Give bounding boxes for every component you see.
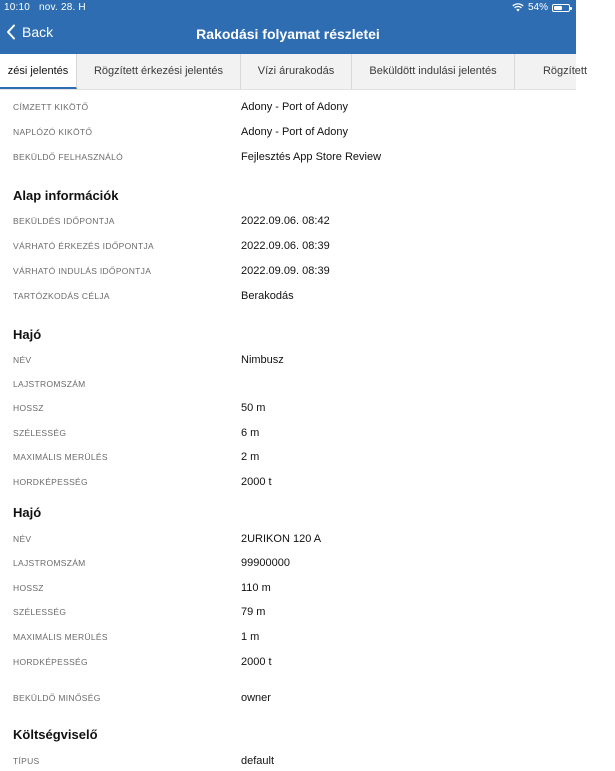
field-label: LAJSTROMSZÁM — [13, 558, 86, 568]
field-value: 2000 t — [241, 656, 272, 668]
back-button[interactable] — [6, 24, 53, 40]
field-value: 110 m — [241, 582, 271, 594]
field-label: SZÉLESSÉG — [13, 607, 67, 617]
detail-row-ship-name — [0, 350, 576, 370]
field-label: NAPLÓZÓ KIKÖTŐ — [13, 127, 93, 137]
detail-row-cost-type — [0, 751, 576, 771]
detail-row-expected-departure — [0, 261, 576, 281]
detail-row-ship-registry — [0, 553, 576, 573]
tab-recorded-arrival-report[interactable]: Rögzített érkezési jelentés — [77, 54, 241, 89]
detail-row-ship-capacity — [0, 472, 576, 492]
status-bar-left — [4, 2, 92, 13]
field-value: default — [241, 755, 275, 767]
detail-row-logging-port — [0, 122, 576, 142]
field-label: HOSSZ — [13, 583, 44, 593]
wifi-icon — [512, 3, 524, 12]
tab-bar — [0, 54, 588, 90]
field-label: HOSSZ — [13, 403, 44, 413]
field-label: TARTÓZKODÁS CÉLJA — [13, 291, 110, 301]
section-title-basic-info: Alap információk — [13, 188, 119, 203]
detail-row-sender-quality — [0, 688, 576, 708]
field-value: 2022.09.06. 08:39 — [241, 240, 330, 252]
field-value: 79 m — [241, 606, 266, 618]
field-label: HORDKÉPESSÉG — [13, 657, 88, 667]
field-value: 1 m — [241, 631, 260, 643]
detail-row-sender-user — [0, 147, 576, 167]
page-title: Rakodási folyamat részletei — [196, 26, 380, 42]
field-value: 99900000 — [241, 557, 290, 569]
field-value: 2022.09.09. 08:39 — [241, 265, 330, 277]
field-value: 50 m — [241, 402, 266, 414]
field-label: MAXIMÁLIS MERÜLÉS — [13, 632, 108, 642]
field-value: 2022.09.06. 08:42 — [241, 215, 330, 227]
field-label: BEKÜLDŐ MINŐSÉG — [13, 693, 101, 703]
field-label: NÉV — [13, 534, 32, 544]
detail-row-ship-length — [0, 578, 576, 598]
battery-fill — [554, 6, 562, 10]
detail-row-ship-width — [0, 602, 576, 622]
section-title-cost-bearer: Költségviselő — [13, 727, 98, 742]
navigation-bar — [0, 0, 576, 54]
field-value: Adony - Port of Adony — [241, 101, 349, 113]
tab-recorded-departure-report[interactable]: Rögzített — [542, 65, 588, 77]
field-value: 2 m — [241, 451, 260, 463]
field-value: Berakodás — [241, 290, 294, 302]
field-label: BEKÜLDŐ FELHASZNÁLÓ — [13, 152, 124, 162]
field-label: MAXIMÁLIS MERÜLÉS — [13, 452, 108, 462]
field-label: VÁRHATÓ ÉRKEZÉS IDŐPONTJA — [13, 241, 155, 251]
field-label: NÉV — [13, 355, 32, 365]
field-label: HORDKÉPESSÉG — [13, 477, 88, 487]
field-value: 2000 t — [241, 476, 272, 488]
field-value: 6 m — [241, 427, 260, 439]
back-button-label: Back — [22, 24, 54, 40]
detail-row-expected-arrival — [0, 236, 576, 256]
detail-row-ship-name — [0, 529, 576, 549]
field-label: VÁRHATÓ INDULÁS IDŐPONTJA — [13, 266, 152, 276]
detail-row-ship-capacity — [0, 652, 576, 672]
detail-row-ship-length — [0, 398, 576, 418]
detail-row-recipient-port — [0, 97, 576, 117]
field-label: LAJSTROMSZÁM — [13, 379, 86, 389]
detail-row-ship-registry — [0, 374, 576, 394]
field-label: SZÉLESSÉG — [13, 428, 67, 438]
detail-row-submission-time — [0, 211, 576, 231]
field-value: Nimbusz — [241, 354, 284, 366]
field-label: TÍPUS — [13, 756, 40, 766]
detail-row-ship-width — [0, 423, 576, 443]
section-title-ship-1: Hajó — [13, 327, 42, 342]
tab-water-cargo-handling[interactable]: Vízi árurakodás — [241, 54, 352, 89]
detail-row-ship-max-draught — [0, 627, 576, 647]
field-value: owner — [241, 692, 271, 704]
details-content — [0, 90, 576, 768]
battery-icon — [552, 4, 570, 12]
field-value: 2URIKON 120 A — [241, 533, 322, 545]
field-value: Adony - Port of Adony — [241, 126, 349, 138]
field-value: Fejlesztés App Store Review — [241, 151, 382, 163]
field-label: CÍMZETT KIKÖTŐ — [13, 102, 89, 112]
status-date: nov. 28. H — [39, 2, 86, 13]
tab-submitted-arrival-report[interactable]: zési jelentés — [0, 54, 77, 89]
detail-row-ship-max-draught — [0, 447, 576, 467]
field-label: BEKÜLDÉS IDŐPONTJA — [13, 216, 115, 226]
battery-percent: 54% — [527, 2, 548, 13]
tab-submitted-departure-report[interactable]: Beküldött indulási jelentés — [352, 54, 515, 89]
detail-row-purpose-of-stay — [0, 286, 576, 306]
chevron-left-icon — [6, 24, 16, 40]
status-time: 10:10 — [4, 2, 31, 13]
section-title-ship-2: Hajó — [13, 505, 42, 520]
status-bar-right — [512, 2, 570, 13]
